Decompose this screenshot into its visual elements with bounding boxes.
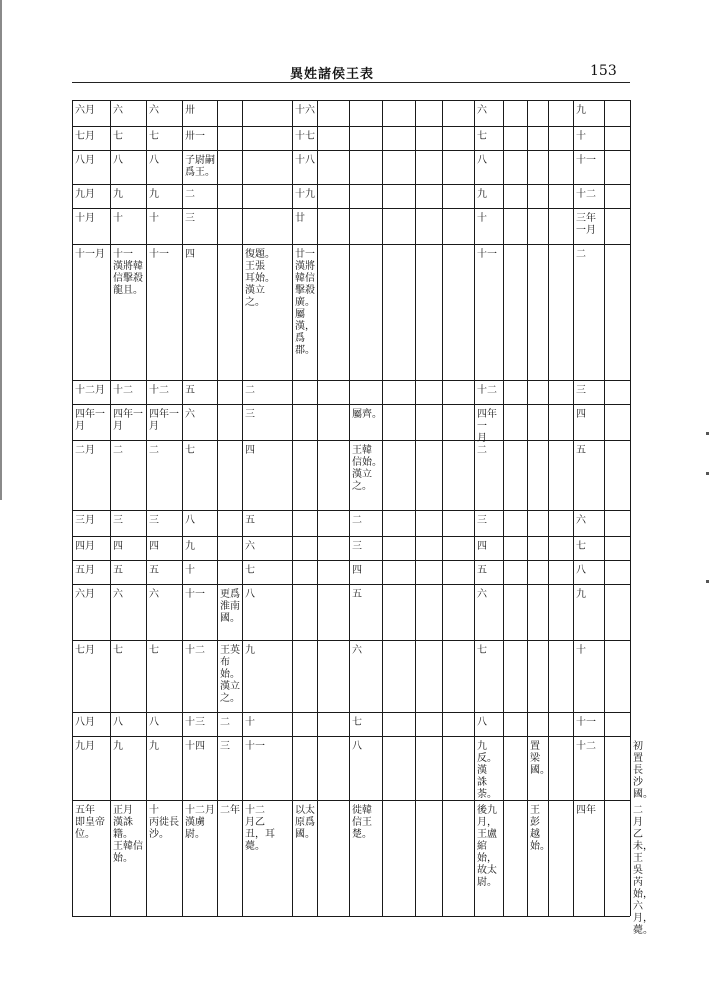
table-cell: 二 (113, 445, 123, 456)
table-cell: 七 (477, 645, 487, 656)
table-cell: 四年一 月 (149, 409, 179, 432)
table-cell: 十一 (245, 741, 265, 752)
table-cell: 九 (113, 741, 123, 752)
table-cell: 九 (185, 541, 195, 552)
table-cell: 以太 原爲 國。 (295, 805, 315, 840)
table-cell: 八 (352, 741, 362, 752)
table-cell: 十 (113, 213, 123, 224)
table-cell: 五月 (75, 565, 95, 576)
table-cell: 十一 (477, 249, 497, 260)
table-cell: 二 (576, 249, 586, 260)
table-cell: 五 (352, 589, 362, 600)
table-cell: 二 (245, 385, 255, 396)
table-cell: 十二 (477, 385, 497, 396)
table-cell: 十二 (576, 741, 596, 752)
table-cell: 九月 (75, 189, 95, 200)
table-cell: 徙韓 信王 楚。 (352, 805, 372, 840)
table-cell: 三 (149, 515, 159, 526)
table-column-rule (503, 100, 504, 916)
table-cell: 十二月 (75, 385, 105, 396)
table-cell: 六 (149, 589, 159, 600)
table-cell: 四年一 月 (477, 409, 497, 444)
table-cell: 十二 (576, 189, 596, 200)
table-cell: 十 (245, 717, 255, 728)
table-cell: 八月 (75, 717, 95, 728)
table-cell: 十 (185, 565, 195, 576)
table-cell: 八 (149, 717, 159, 728)
table-cell: 七 (185, 445, 195, 456)
table-cell: 九 (113, 189, 123, 200)
table-cell: 九 (576, 589, 586, 600)
table-cell: 四 (149, 541, 159, 552)
table-cell: 十六 (295, 105, 315, 116)
table-cell: 二 (352, 515, 362, 526)
table-cell: 七 (576, 541, 586, 552)
table-cell: 三 (477, 515, 487, 526)
table-cell: 子尉嗣 爲王。 (185, 155, 215, 178)
table-column-rule (442, 100, 443, 916)
table-column-rule (317, 100, 318, 916)
table-cell: 二年 (220, 805, 240, 816)
header-rule (72, 82, 630, 83)
table-cell: 卅 (185, 105, 195, 116)
table-cell: 六月 (75, 589, 95, 600)
table-cell: 王韓 信始。 漢立 之。 (352, 445, 382, 492)
table-cell: 九月 (75, 741, 95, 752)
table-cell: 六 (477, 105, 487, 116)
table-cell: 四 (185, 249, 195, 260)
table-cell: 二 (220, 717, 230, 728)
table-cell: 九 (576, 105, 586, 116)
table-cell: 十月 (75, 213, 95, 224)
page-binding-edge (0, 0, 2, 500)
table-cell: 四 (245, 445, 255, 456)
table-cell: 四 (576, 409, 586, 420)
table-cell: 十一 (185, 589, 205, 600)
table-cell: 三月 (75, 515, 95, 526)
table-cell: 八月 (75, 155, 95, 166)
table-cell: 三 (245, 409, 255, 420)
table-cell: 十四 (185, 741, 205, 752)
table-cell: 初置 長沙 國。 (633, 741, 653, 800)
page-number: 153 (590, 63, 617, 79)
table-cell: 二 (185, 189, 195, 200)
table-cell: 八 (113, 717, 123, 728)
margin-mark (706, 432, 709, 435)
table-cell: 四 (477, 541, 487, 552)
table-cell: 十九 (295, 189, 315, 200)
table-cell: 五 (477, 565, 487, 576)
table-cell: 六 (149, 105, 159, 116)
table-cell: 屬齊。 (352, 409, 382, 420)
table-cell: 七 (113, 645, 123, 656)
table-cell: 五 (149, 565, 159, 576)
table-cell: 八 (245, 589, 255, 600)
table-cell: 七 (113, 131, 123, 142)
table-cell: 十八 (295, 155, 315, 166)
table-cell: 二月 乙未， 王吳 芮始， 六月， 薨。 (633, 805, 653, 936)
table-cell: 三 (576, 385, 586, 396)
table-cell: 四年一 月 (75, 409, 105, 432)
table-cell: 五 (113, 565, 123, 576)
table-column-rule (415, 100, 416, 916)
table-cell: 王彭 越始。 (530, 805, 550, 852)
table-cell: 十一 (576, 717, 596, 728)
table-cell: 卅一 (185, 131, 205, 142)
table-cell: 八 (576, 565, 586, 576)
table-cell: 七月 (75, 131, 95, 142)
table-cell: 四年一 月 (113, 409, 143, 432)
table-cell: 六 (185, 409, 195, 420)
table-cell: 十一月 (75, 249, 105, 260)
table-cell: 十二 (149, 385, 169, 396)
table-cell: 三 (220, 741, 230, 752)
table-cell: 九 (245, 645, 255, 656)
table-cell: 正月 漢誅籍。 王韓信 始。 (113, 805, 143, 864)
table-cell: 七 (245, 565, 255, 576)
table-cell: 五年 即皇帝 位。 (75, 805, 105, 840)
table-cell: 十 (149, 213, 159, 224)
table-cell: 三 (185, 213, 195, 224)
table-cell: 十二月 漢虜尉。 (185, 805, 215, 840)
table-cell: 十 (576, 645, 586, 656)
table-cell: 六 (113, 589, 123, 600)
table-cell: 四 (113, 541, 123, 552)
table-cell: 王英 布始。 漢立 之。 (220, 645, 240, 704)
table-cell: 十二 (185, 645, 205, 656)
table-cell: 七 (149, 645, 159, 656)
table-cell: 十一 (576, 155, 596, 166)
table-cell: 十三 (185, 717, 205, 728)
table-cell: 七 (149, 131, 159, 142)
table-cell: 九 (149, 189, 159, 200)
table-cell: 二月 (75, 445, 95, 456)
table-column-rule (604, 100, 605, 916)
table-cell: 八 (477, 717, 487, 728)
table-cell: 三 (113, 515, 123, 526)
table-cell: 廿 (295, 213, 305, 224)
table-cell: 五 (185, 385, 195, 396)
margin-mark (706, 580, 709, 583)
table-cell: 九 (149, 741, 159, 752)
table-cell: 十 (576, 131, 586, 142)
table-cell: 十二 (113, 385, 133, 396)
margin-mark (706, 472, 709, 475)
table-cell: 七月 (75, 645, 95, 656)
table-cell: 八 (149, 155, 159, 166)
table-column-rule (382, 100, 383, 916)
table-cell: 廿一 漢將 韓信 擊殺 廣。屬 漢，爲 郡。 (295, 249, 315, 356)
table-cell: 十七 (295, 131, 315, 142)
table-cell: 八 (477, 155, 487, 166)
table-cell: 七 (477, 131, 487, 142)
table-row-rule (72, 916, 630, 917)
table-cell: 更爲 淮南 國。 (220, 589, 240, 624)
table-cell: 三年 一月 (576, 213, 596, 236)
table-cell: 十二 月乙 丑，耳 薨。 (245, 805, 275, 852)
table-cell: 置梁 國。 (530, 741, 550, 776)
table-cell: 三 (352, 541, 362, 552)
table-cell: 二 (477, 445, 487, 456)
table-cell: 九 反。漢 誅荼。 (477, 741, 497, 800)
table-cell: 六月 (75, 105, 95, 116)
table-cell: 五 (245, 515, 255, 526)
table-cell: 復題。 王張 耳始。 漢立 之。 (245, 249, 275, 308)
table-cell: 五 (576, 445, 586, 456)
table-cell: 十 丙徙長 沙。 (149, 805, 179, 840)
table-cell: 六 (352, 645, 362, 656)
table-cell: 四年 (576, 805, 596, 816)
table-cell: 九 (477, 189, 487, 200)
table-cell: 十一 漢將韓 信擊殺 龍且。 (113, 249, 143, 296)
table-cell: 六 (113, 105, 123, 116)
table-cell: 十 (477, 213, 487, 224)
table-cell: 後九月， 王盧綰 始，故太 尉。 (477, 805, 497, 888)
table-cell: 八 (113, 155, 123, 166)
table-cell: 七 (352, 717, 362, 728)
table-cell: 六 (245, 541, 255, 552)
table-cell: 四 (352, 565, 362, 576)
page-title: 異姓諸侯王表 (290, 67, 375, 82)
table-cell: 十一 (149, 249, 169, 260)
table-cell: 六 (477, 589, 487, 600)
table-column-rule (548, 100, 549, 916)
table-cell: 四月 (75, 541, 95, 552)
table-cell: 八 (185, 515, 195, 526)
table-cell: 六 (576, 515, 586, 526)
table-cell: 二 (149, 445, 159, 456)
